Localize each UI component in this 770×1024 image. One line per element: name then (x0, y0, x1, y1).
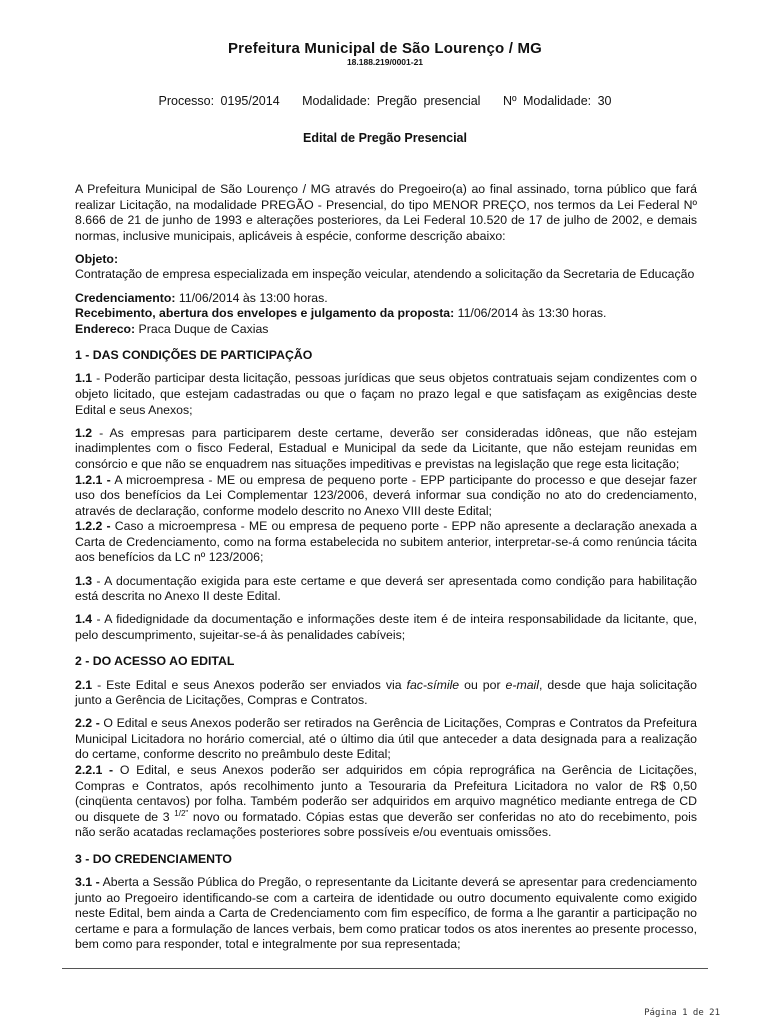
clause-1-2-2-text: Caso a microempresa - ME ou empresa de pequeno porte - EPP não apresente a declaração anexada a Carta de Credenciamento, como na forma estabelecida no subitem anterior, interpretar-se-á como renúncia tácita aos benefícios da LC nº 123/2006; (75, 519, 697, 565)
process-modality: Modalidade: Pregão presencial (302, 94, 481, 108)
clause-1-4 (75, 612, 697, 643)
process-info (0, 94, 770, 108)
clause-2-1-text-c: , desde que haja solicitação junto a Gerência de Licitações, Compras e Contratos. (75, 677, 697, 708)
credenciamento-label: Credenciamento: (75, 290, 176, 305)
clause-1-1-number: 1.1 (75, 371, 93, 386)
clause-2-2 (75, 716, 697, 763)
clause-3-1-number: 3.1 - (75, 875, 100, 890)
clause-1-1-text: - Poderão participar desta licitação, pessoas jurídicas que seus objetos contratuais sejam condizentes com o objeto licitado, que estejam cadastradas ou que o façam no prazo legal e que satisfaçam as exigências deste Edital e seus Anexos; (75, 371, 697, 417)
clause-2-1-fax: fac-símile (406, 677, 460, 692)
clause-1-3-number: 1.3 (75, 573, 93, 588)
clause-1-2-text: - As empresas para participarem deste certame, deverão ser consideradas idôneas, que não estejam inadimplentes com o fisco Federal, Estadual e Municipal da sede da Licitante, que não estejam reunidas em consórcio e que não se enquadrem nas situações impeditivas e previstas na legislação que rege esta licitação; (75, 425, 697, 471)
clause-1-4-number: 1.4 (75, 612, 93, 627)
document-title: Edital de Pregão Presencial (303, 131, 467, 145)
clause-2-2-1-text-b: novo ou formatado. Cópias estas que deverão ser conferidas no ato do recebimento, pois não serão acatadas reclamações posteriores sobre possíveis e/ou eventuais omissões. (75, 809, 697, 840)
clause-1-1 (75, 371, 697, 418)
clause-3-1 (75, 875, 697, 953)
clause-2-1-email: e-mail (505, 677, 539, 692)
clause-2-1 (75, 678, 697, 709)
credenciamento-line (75, 291, 697, 307)
objeto-label: Objeto: (75, 251, 119, 266)
clause-2-2-1-number: 2.2.1 - (75, 763, 114, 777)
objeto-text: Contratação de empresa especializada em inspeção veicular, atendendo a solicitação da Secretaria de Educação (75, 267, 695, 282)
section-3-title: 3 - DO CREDENCIAMENTO (75, 851, 232, 866)
page-number: Página 1 de 21 (644, 1008, 720, 1018)
endereco-line (75, 322, 697, 338)
header-cnpj: 18.188.219/0001-21 (346, 57, 424, 67)
clause-1-2-1 (75, 473, 697, 520)
clause-1-2-2 (75, 519, 697, 566)
clause-1-3 (75, 574, 697, 605)
section-1-title: 1 - DAS CONDIÇÕES DE PARTICIPAÇÃO (75, 348, 313, 363)
clause-1-2-number: 1.2 (75, 425, 93, 440)
endereco-text: Praca Duque de Caxias (135, 321, 269, 336)
clause-2-1-text-b: ou por (459, 677, 506, 692)
recebimento-text: 11/06/2014 às 13:30 horas. (454, 306, 607, 321)
credenciamento-text: 11/06/2014 às 13:00 horas. (175, 290, 328, 305)
clause-1-3-text: - A documentação exigida para este certame e que deverá ser apresentada como condição para habilitação está descrita no Anexo II deste Edital. (75, 573, 697, 604)
footer-divider (62, 968, 708, 969)
section-2-title: 2 - DO ACESSO AO EDITAL (75, 654, 235, 669)
header-title: Prefeitura Municipal de São Lourenço / MG (227, 40, 543, 57)
process-modality-number: Nº Modalidade: 30 (502, 94, 612, 108)
recebimento-label: Recebimento, abertura dos envelopes e julgamento da proposta: (75, 306, 455, 321)
clause-2-2-text: O Edital e seus Anexos poderão ser retirados na Gerência de Licitações, Compras e Contratos da Prefeitura Municipal Licitadora no horário comercial, até o último dia útil que anteceder a data designada para a realização do certame, conforme descrito no preâmbulo deste Edital; (75, 716, 697, 762)
clause-1-2-1-text: A microempresa - ME ou empresa de pequeno porte - EPP participante do processo e que desejar fazer uso dos benefícios da Lei Complementar 123/2006, deverá informar sua condição no ato do credenciamento, através de declaração, conforme modelo descrito no Anexo VIII deste Edital; (75, 472, 697, 518)
clause-2-2-number: 2.2 - (75, 716, 100, 731)
endereco-label: Endereco: (75, 321, 136, 336)
clause-2-1-text-a: - Este Edital e seus Anexos poderão ser enviados via (92, 677, 407, 692)
clause-1-2-1-number: 1.2.1 - (75, 472, 111, 487)
process-number: Processo: 0195/2014 (158, 94, 280, 108)
clause-1-2 (75, 426, 697, 473)
clause-3-1-text: Aberta a Sessão Pública do Pregão, o representante da Licitante deverá se apresentar para credenciamento junto ao Pregoeiro identificando-se com a carteira de identidade ou outro documento equivalente como exigido neste Edital, bem ainda a Carta de Credenciamento com fim específico, de forma a lhe garantir a participação no certame e para a formulação de lances verbais, bem como praticar todos os atos inerentes ao presente processo, bem como para responder, total e integralmente por sua representada; (75, 875, 697, 952)
clause-1-4-text: - A fidedignidade da documentação e informações deste item é de inteira responsabilidade da licitante, que, pelo descumprimento, sujeitar-se-á às penalidades cabíveis; (75, 612, 697, 642)
clause-2-2-1 (75, 763, 697, 841)
recebimento-line (75, 306, 697, 322)
clause-1-2-2-number: 1.2.2 - (75, 519, 111, 534)
clause-2-2-1-text-a: O Edital, e seus Anexos poderão ser adquiridos em cópia reprográfica na Gerência de Licitações, Compras e Contratos, após recolhimento junto a Tesouraria da Prefeitura Licitadora no valor de R$ 0,50 (cinqüenta centavos) por folha. Também poderão ser adquiridos em arquivo magnético mediante entrega de CD ou disquete de 3 (75, 763, 697, 824)
clause-2-2-1-fraction: 1/2" (174, 808, 189, 818)
intro-paragraph: A Prefeitura Municipal de São Lourenço / MG através do Pregoeiro(a) ao final assinado, torna público que fará realizar Licitação, na modalidade PREGÃO - Presencial, do tipo MENOR PREÇO, nos termos da Lei Federal Nº 8.666 de 21 de junho de 1993 e alterações posteriores, da Lei Federal 10.520 de 17 de julho de 2002, e demais normas, inclusive municipais, aplicáveis à espécie, conforme descrição abaixo: (75, 182, 697, 243)
clause-2-1-number: 2.1 (75, 677, 93, 692)
document-body (75, 182, 697, 953)
